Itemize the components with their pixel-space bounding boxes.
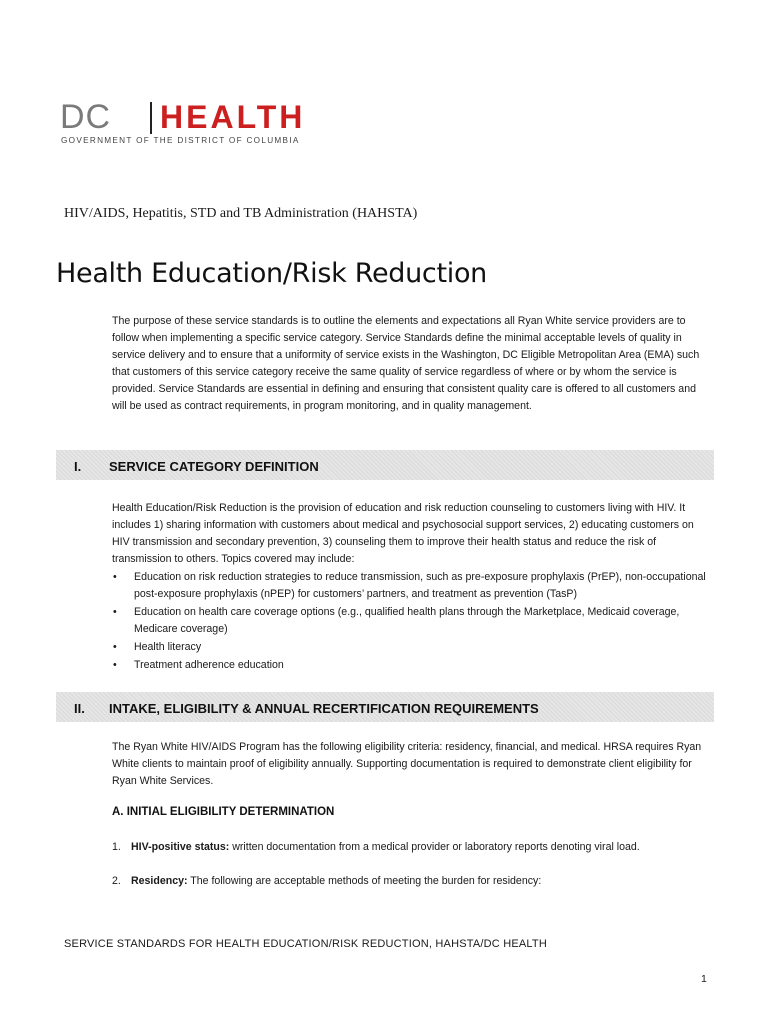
- item-number: 2.: [112, 875, 121, 887]
- section-2-number: II.: [74, 701, 85, 716]
- section-2-header: [56, 692, 714, 722]
- list-item-text: Treatment adherence education: [134, 659, 284, 671]
- list-item: [112, 657, 712, 674]
- page-number: 1: [701, 973, 707, 985]
- topics-list: [112, 569, 712, 675]
- administration-name: HIV/AIDS, Hepatitis, STD and TB Administration (HAHSTA): [64, 206, 418, 221]
- logo-tagline: GOVERNMENT OF THE DISTRICT OF COLUMBIA: [61, 136, 300, 145]
- item-text: written documentation from a medical provider or laboratory reports denoting viral load.: [229, 841, 640, 853]
- list-item-text: Health literacy: [134, 641, 202, 653]
- numbered-item: [112, 841, 640, 853]
- intro-paragraph: The purpose of these service standards is to outline the elements and expectations all Ryan White service providers are to follow when implementing a specific service category. Service Standards define the minimal acceptable levels of quality in service delivery and to ensure that a uniformity of service exists in the Washington, DC Eligible Metropolitan Area (EMA) such that customers of this service category receive the same quality of service regardless of where or by whom the service is provided. Service Standards are essential in defining and ensuring that consistent quality care is offered to all customers and will be used as contract requirements, in program monitoring, and in quality management.: [112, 315, 700, 412]
- bullet-icon: •: [113, 659, 117, 671]
- numbered-item: [112, 875, 541, 887]
- item-number: 1.: [112, 841, 121, 853]
- page-footer: SERVICE STANDARDS FOR HEALTH EDUCATION/RISK REDUCTION, HAHSTA/DC HEALTH: [64, 938, 547, 950]
- list-item: [112, 639, 712, 656]
- list-item-text: Education on risk reduction strategies to reduce transmission, such as pre-exposure prophylaxis (PrEP), non-occupational post-exposure prophylaxis (nPEP) for customers’ partners, and treatment as prevention (TasP): [134, 571, 706, 600]
- dc-health-logo: [60, 100, 350, 148]
- bullet-icon: •: [113, 641, 117, 653]
- section-1-number: I.: [74, 459, 82, 474]
- list-item: [112, 604, 712, 638]
- section-1-heading: SERVICE CATEGORY DEFINITION: [109, 459, 319, 474]
- bullet-icon: •: [113, 571, 117, 583]
- item-label: HIV-positive status:: [131, 841, 230, 853]
- eligibility-subheading: A. INITIAL ELIGIBILITY DETERMINATION: [112, 806, 335, 818]
- item-label: Residency:: [131, 875, 188, 887]
- list-item-text: Education on health care coverage options (e.g., qualified health plans through the Marketplace, Medicaid coverage, Medicare coverage): [134, 606, 680, 635]
- section-2-body: The Ryan White HIV/AIDS Program has the following eligibility criteria: residency, financial, and medical. HRSA requires Ryan White clients to maintain proof of eligibility annually. Supporting documentation is required to demonstrate client eligibility for Ryan White Services.: [112, 741, 702, 787]
- bullet-icon: •: [113, 606, 117, 618]
- logo-divider: [150, 102, 152, 134]
- logo-health-text: HEALTH: [160, 99, 306, 135]
- section-1-header: [56, 450, 714, 480]
- list-item: [112, 569, 712, 603]
- section-2-heading: INTAKE, ELIGIBILITY & ANNUAL RECERTIFICATION REQUIREMENTS: [109, 701, 539, 716]
- section-1-body: Health Education/Risk Reduction is the provision of education and risk reduction counseling to customers living with HIV. It includes 1) sharing information with customers about medical and psychosocial support services, 2) educating customers on HIV transmission and secondary prevention, 3) counseling them to improve their health status and reduce the risk of transmission to others. Topics covered may include:: [112, 502, 694, 565]
- logo-dc-text: DC: [60, 98, 112, 136]
- item-text: The following are acceptable methods of meeting the burden for residency:: [187, 875, 542, 887]
- page-title: Health Education/Risk Reduction: [56, 258, 487, 289]
